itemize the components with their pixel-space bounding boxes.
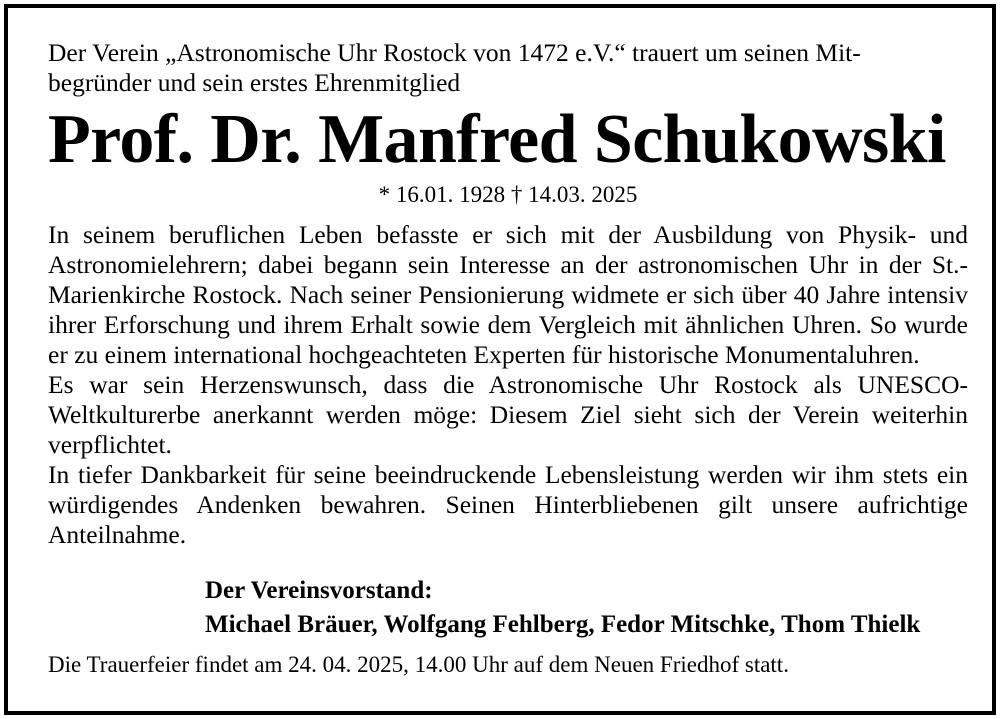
intro-line-2: begründer und sein erstes Ehrenmitglied	[48, 68, 461, 97]
paragraph-career: In seinem beruflichen Leben befasste er sich mit der Ausbildung von Physik- und Astronomielehrern; dabei begann sein Interesse an der astronomischen Uhr in der St.-Marienkirche Rostock. Nach seiner Pensionierung widmete er sich über 40 Jahre intensiv ihrer Erforschung und ihrem Erhalt sowie dem Vergleich mit ähnlichen Uhren. So wurde er zu einem international hochgeachteten Experten für historische Monumentaluhren.	[48, 220, 968, 369]
funeral-info: Die Trauerfeier findet am 24. 04. 2025, 14.00 Uhr auf dem Neuen Friedhof statt.	[48, 652, 789, 677]
signature-block	[205, 574, 968, 642]
deceased-name: Prof. Dr. Manfred Schukowski	[48, 101, 946, 178]
paragraph-gratitude: In tiefer Dankbarkeit für seine beeindruckende Lebensleistung werden wir ihm stets ein würdigendes Andenken bewahren. Seinen Hinterbliebenen gilt unsere aufrichtige Anteilnahme.	[48, 460, 968, 549]
life-dates: * 16.01. 1928 † 14.03. 2025	[378, 182, 638, 207]
signature-title: Der Vereinsvorstand:	[205, 577, 433, 604]
intro-text	[48, 38, 968, 98]
signature-names: Michael Bräuer, Wolfgang Fehlberg, Fedor Mitschke, Thom Thielk	[205, 611, 921, 638]
notice-content	[48, 38, 968, 678]
notice-frame	[4, 4, 996, 715]
intro-line-1: Der Verein „Astronomische Uhr Rostock von 1472 e.V.“ trauert um seinen Mit-	[48, 38, 861, 67]
paragraph-unesco: Es war sein Herzenswunsch, dass die Astronomische Uhr Rostock als UNESCO-Weltkulturerbe anerkannt werden möge: Diesem Ziel sieht sich der Verein weiterhin verpflichtet.	[48, 370, 968, 459]
